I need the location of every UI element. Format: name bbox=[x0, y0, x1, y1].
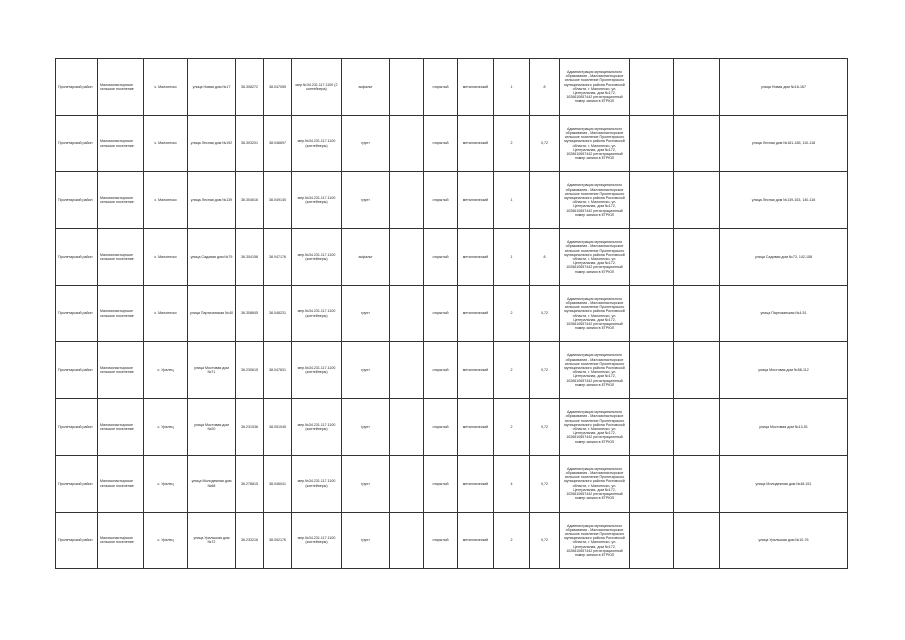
table-cell-c11: металлический bbox=[458, 455, 494, 512]
table-cell-c3: с. Малонеско bbox=[144, 59, 188, 116]
table-cell-c1: Пролетарский район bbox=[56, 455, 98, 512]
table-cell-c17: улица Молодежная дом №48-151 bbox=[720, 455, 848, 512]
table-cell-c15 bbox=[630, 399, 674, 456]
table-cell-c5: 36.231036 bbox=[236, 399, 264, 456]
table-cell-c14: Администрация муниципального образования - Маломонастырское сельское поселение Пролетарского муниципального района Ростовской области, г. Малонеско, ул. Центральная, дом №172, 1026610657442 регистрационный номер записи в ЕГРЮЛ bbox=[560, 229, 630, 286]
table-cell-c6: 38.052176 bbox=[264, 512, 292, 569]
table-cell-c6: 38.047831 bbox=[264, 342, 292, 399]
table-cell-c9 bbox=[390, 172, 424, 229]
table-row bbox=[56, 512, 848, 569]
table-cell-c11: металлический bbox=[458, 229, 494, 286]
table-cell-c11: металлический bbox=[458, 59, 494, 116]
table-cell-c3: с. Уралец bbox=[144, 455, 188, 512]
table-cell-c17: улица Мостовая дом №13-51 bbox=[720, 399, 848, 456]
table-cell-c7: мер.№34.231.117.1100 (контейнеры) bbox=[292, 115, 342, 172]
table-cell-c14: Администрация муниципального образования - Маломонастырское сельское поселение Пролетарского муниципального района Ростовской области, г. Малонеско, ул. Центральная, дом №172, 1026610657442 регистрационный номер записи в ЕГРЮЛ bbox=[560, 455, 630, 512]
table-cell-c8: грунт bbox=[342, 342, 390, 399]
table-cell-c2: Маломонастырское сельское поселение bbox=[98, 399, 144, 456]
table-cell-c8: грунт bbox=[342, 115, 390, 172]
table-cell-c2: Маломонастырское сельское поселение bbox=[98, 229, 144, 286]
table-cell-c8: грунт bbox=[342, 399, 390, 456]
table-cell-c17: улица Лесная дом №139-163, 140-116 bbox=[720, 172, 848, 229]
table-cell-c13: 0,72 bbox=[530, 512, 560, 569]
table-cell-c10: открытый bbox=[424, 285, 458, 342]
table-cell-c16 bbox=[674, 172, 720, 229]
table-cell-c3: с. Малонеско bbox=[144, 285, 188, 342]
table-cell-c2: Маломонастырское сельское поселение bbox=[98, 512, 144, 569]
table-cell-c3: с. Малонеско bbox=[144, 229, 188, 286]
table-cell-c14: Администрация муниципального образования - Маломонастырское сельское поселение Пролетарского муниципального района Ростовской области, г. Малонеско, ул. Центральная, дом №172, 1026610657442 регистрационный номер записи в ЕГРЮЛ bbox=[560, 399, 630, 456]
table-cell-c15 bbox=[630, 115, 674, 172]
table-row bbox=[56, 285, 848, 342]
table-cell-c1: Пролетарский район bbox=[56, 172, 98, 229]
table-cell-c8: асфальт bbox=[342, 59, 390, 116]
table-cell-c10: открытый bbox=[424, 342, 458, 399]
table-cell-c15 bbox=[630, 172, 674, 229]
table-cell-c15 bbox=[630, 285, 674, 342]
table-cell-c7: мер.№34.231.117.1100 (контейнеры) bbox=[292, 512, 342, 569]
table-cell-c2: Маломонастырское сельское поселение bbox=[98, 342, 144, 399]
table-cell-c13: 0,72 bbox=[530, 115, 560, 172]
table-cell-c4: улица Уральская дом №72 bbox=[188, 512, 236, 569]
table-cell-c11: металлический bbox=[458, 172, 494, 229]
table-cell-c4: улица Партизанская №40 bbox=[188, 285, 236, 342]
table-row bbox=[56, 115, 848, 172]
table-cell-c3: с. Малонеско bbox=[144, 115, 188, 172]
table-cell-c4: улица Молодежная дом №68 bbox=[188, 455, 236, 512]
table-cell-c1: Пролетарский район bbox=[56, 512, 98, 569]
table-cell-c2: Маломонастырское сельское поселение bbox=[98, 115, 144, 172]
table-cell-c16 bbox=[674, 399, 720, 456]
table-cell-c2: Маломонастырское сельское поселение bbox=[98, 172, 144, 229]
table-cell-c5: 36.233216 bbox=[236, 512, 264, 569]
table-cell-c12: 4 bbox=[494, 455, 530, 512]
table-cell-c4: улица Садовая дом №79 bbox=[188, 229, 236, 286]
table-cell-c17: улица Уральская дом №10-76 bbox=[720, 512, 848, 569]
table-cell-c9 bbox=[390, 59, 424, 116]
table-cell-c16 bbox=[674, 455, 720, 512]
table-cell-c1: Пролетарский район bbox=[56, 285, 98, 342]
table-cell-c8: грунт bbox=[342, 172, 390, 229]
table-cell-c16 bbox=[674, 512, 720, 569]
table-cell-c14: Администрация муниципального образования - Маломонастырское сельское поселение Пролетарского муниципального района Ростовской области, г. Малонеско, ул. Центральная, дом №172, 1026610657442 регистрационный номер записи в ЕГРЮЛ bbox=[560, 285, 630, 342]
table-cell-c17: улица Партизанская №4-51 bbox=[720, 285, 848, 342]
table-cell-c9 bbox=[390, 455, 424, 512]
table-cell-c16 bbox=[674, 285, 720, 342]
table-cell-c4: улица Мостовая дом №71 bbox=[188, 342, 236, 399]
table-cell-c14: Администрация муниципального образования - Маломонастырское сельское поселение Пролетарского муниципального района Ростовской области, г. Малонеско, ул. Центральная, дом №172, 1026610657442 регистрационный номер записи в ЕГРЮЛ bbox=[560, 342, 630, 399]
table-cell-c15 bbox=[630, 342, 674, 399]
table-cell-c12: 2 bbox=[494, 342, 530, 399]
table-cell-c13: 0,72 bbox=[530, 399, 560, 456]
table-cell-c1: Пролетарский район bbox=[56, 59, 98, 116]
table-cell-c6: 38.049145 bbox=[264, 172, 292, 229]
table-cell-c7: мер.№34.231.117.1100 (контейнеры) bbox=[292, 229, 342, 286]
table-cell-c9 bbox=[390, 115, 424, 172]
table-cell-c11: металлический bbox=[458, 115, 494, 172]
table-cell-c12: 2 bbox=[494, 512, 530, 569]
table-cell-c6: 38.048231 bbox=[264, 285, 292, 342]
table-cell-c12: 1 bbox=[494, 172, 530, 229]
table-cell-c6: 38.046041 bbox=[264, 455, 292, 512]
table-cell-c6: 38.051045 bbox=[264, 399, 292, 456]
table-cell-c7: мер.№34.231.117.1100 (контейнеры) bbox=[292, 342, 342, 399]
table-cell-c13: 0,72 bbox=[530, 455, 560, 512]
table-cell-c11: металлический bbox=[458, 342, 494, 399]
table-cell-c2: Маломонастырское сельское поселение bbox=[98, 59, 144, 116]
table-cell-c6: 38.046697 bbox=[264, 115, 292, 172]
table-cell-c13: 8 bbox=[530, 229, 560, 286]
table-cell-c3: с. Уралец bbox=[144, 512, 188, 569]
table-cell-c10: открытый bbox=[424, 399, 458, 456]
table-cell-c14: Администрация муниципального образования - Маломонастырское сельское поселение Пролетарского муниципального района Ростовской области, г. Малонеско, ул. Центральная, дом №172, 1026610657442 регистрационный номер записи в ЕГРЮЛ bbox=[560, 115, 630, 172]
table-cell-c8: грунт bbox=[342, 455, 390, 512]
table-cell-c16 bbox=[674, 229, 720, 286]
table-cell-c7: мер.№34.231.117.1100 (контейнеры) bbox=[292, 172, 342, 229]
table-cell-c5: 36.230615 bbox=[236, 342, 264, 399]
table-cell-c6: 38.047055 bbox=[264, 59, 292, 116]
table-cell-c10: открытый bbox=[424, 512, 458, 569]
table-cell-c3: с. Уралец bbox=[144, 399, 188, 456]
table-cell-c9 bbox=[390, 229, 424, 286]
table-cell-c4: улица Лесная дом №192 bbox=[188, 115, 236, 172]
table-row bbox=[56, 172, 848, 229]
table-cell-c6: 38.047176 bbox=[264, 229, 292, 286]
table-cell-c5: 36.303201 bbox=[236, 115, 264, 172]
table-cell-c7: мер.№34.231.117.1100 (контейнеры) bbox=[292, 455, 342, 512]
table-cell-c15 bbox=[630, 229, 674, 286]
table-row bbox=[56, 455, 848, 512]
table-cell-c17: улица Новая дом №16-167 bbox=[720, 59, 848, 116]
table-cell-c12: 2 bbox=[494, 399, 530, 456]
table-cell-c1: Пролетарский район bbox=[56, 342, 98, 399]
table-cell-c7: мер.№34.231.117.1100 (контейнеры) bbox=[292, 399, 342, 456]
table-cell-c10: открытый bbox=[424, 115, 458, 172]
table-cell-c14: Администрация муниципального образования - Маломонастырское сельское поселение Пролетарского муниципального района Ростовской области, г. Малонеско, ул. Центральная, дом №172, 1026610657442 регистрационный номер записи в ЕГРЮЛ bbox=[560, 172, 630, 229]
table-cell-c7: мер.№34.231.117.1100 (2 контейнера) bbox=[292, 59, 342, 116]
table-cell-c9 bbox=[390, 342, 424, 399]
table-cell-c16 bbox=[674, 115, 720, 172]
table-cell-c1: Пролетарский район bbox=[56, 399, 98, 456]
table-cell-c3: с. Малонеско bbox=[144, 172, 188, 229]
table-cell-c1: Пролетарский район bbox=[56, 229, 98, 286]
table-cell-c15 bbox=[630, 59, 674, 116]
table-cell-c11: металлический bbox=[458, 399, 494, 456]
table-cell-c10: открытый bbox=[424, 59, 458, 116]
table-cell-c2: Маломонастырское сельское поселение bbox=[98, 455, 144, 512]
table-cell-c1: Пролетарский район bbox=[56, 115, 98, 172]
table-cell-c12: 1 bbox=[494, 59, 530, 116]
table-cell-c5: 36.308272 bbox=[236, 59, 264, 116]
table-cell-c5: 36.278815 bbox=[236, 455, 264, 512]
table-cell-c15 bbox=[630, 512, 674, 569]
table-cell-c4: улица Лесная дом №139 bbox=[188, 172, 236, 229]
table-cell-c17: улица Лесная дом №181-185, 110-118 bbox=[720, 115, 848, 172]
table-cell-c4: улица Новая дом №17 bbox=[188, 59, 236, 116]
table-cell-c14: Администрация муниципального образования - Маломонастырское сельское поселение Пролетарского муниципального района Ростовской области, г. Малонеско, ул. Центральная, дом №172, 1026610657442 регистрационный номер записи в ЕГРЮЛ bbox=[560, 512, 630, 569]
table-cell-c11: металлический bbox=[458, 512, 494, 569]
table-row bbox=[56, 342, 848, 399]
table-cell-c16 bbox=[674, 59, 720, 116]
table-cell-c3: с. Уралец bbox=[144, 342, 188, 399]
table-cell-c13: 0,72 bbox=[530, 342, 560, 399]
table-cell-c13: 0,72 bbox=[530, 285, 560, 342]
table-cell-c8: грунт bbox=[342, 512, 390, 569]
table-cell-c10: открытый bbox=[424, 229, 458, 286]
document-page bbox=[55, 58, 847, 568]
table-cell-c17: улица Садовая дом №73, 142-158 bbox=[720, 229, 848, 286]
table-cell-c17: улица Мостовая дом №58-112 bbox=[720, 342, 848, 399]
table-cell-c11: металлический bbox=[458, 285, 494, 342]
registry-table bbox=[55, 58, 848, 569]
table-cell-c13: 8 bbox=[530, 59, 560, 116]
table-body bbox=[56, 59, 848, 569]
table-cell-c9 bbox=[390, 399, 424, 456]
table-row bbox=[56, 399, 848, 456]
table-cell-c12: 1 bbox=[494, 229, 530, 286]
table-cell-c12: 2 bbox=[494, 115, 530, 172]
table-cell-c9 bbox=[390, 285, 424, 342]
table-cell-c15 bbox=[630, 455, 674, 512]
table-cell-c2: Маломонастырское сельское поселение bbox=[98, 285, 144, 342]
table-cell-c9 bbox=[390, 512, 424, 569]
table-cell-c8: асфальт bbox=[342, 229, 390, 286]
table-cell-c5: 36.304616 bbox=[236, 172, 264, 229]
table-cell-c4: улица Мостовая дом №20 bbox=[188, 399, 236, 456]
table-cell-c7: мер.№34.231.117.1100 (контейнеры) bbox=[292, 285, 342, 342]
table-cell-c10: открытый bbox=[424, 455, 458, 512]
table-cell-c14: Администрация муниципального образования - Маломонастырское сельское поселение Пролетарского муниципального района Ростовской области, г. Малонеско, ул. Центральная, дом №172, 1026610657442 регистрационный номер записи в ЕГРЮЛ bbox=[560, 59, 630, 116]
table-cell-c12: 2 bbox=[494, 285, 530, 342]
table-row bbox=[56, 59, 848, 116]
table-cell-c13 bbox=[530, 172, 560, 229]
table-cell-c8: грунт bbox=[342, 285, 390, 342]
table-cell-c5: 36.308845 bbox=[236, 285, 264, 342]
table-cell-c10: открытый bbox=[424, 172, 458, 229]
table-cell-c5: 36.304158 bbox=[236, 229, 264, 286]
table-row bbox=[56, 229, 848, 286]
table-cell-c16 bbox=[674, 342, 720, 399]
